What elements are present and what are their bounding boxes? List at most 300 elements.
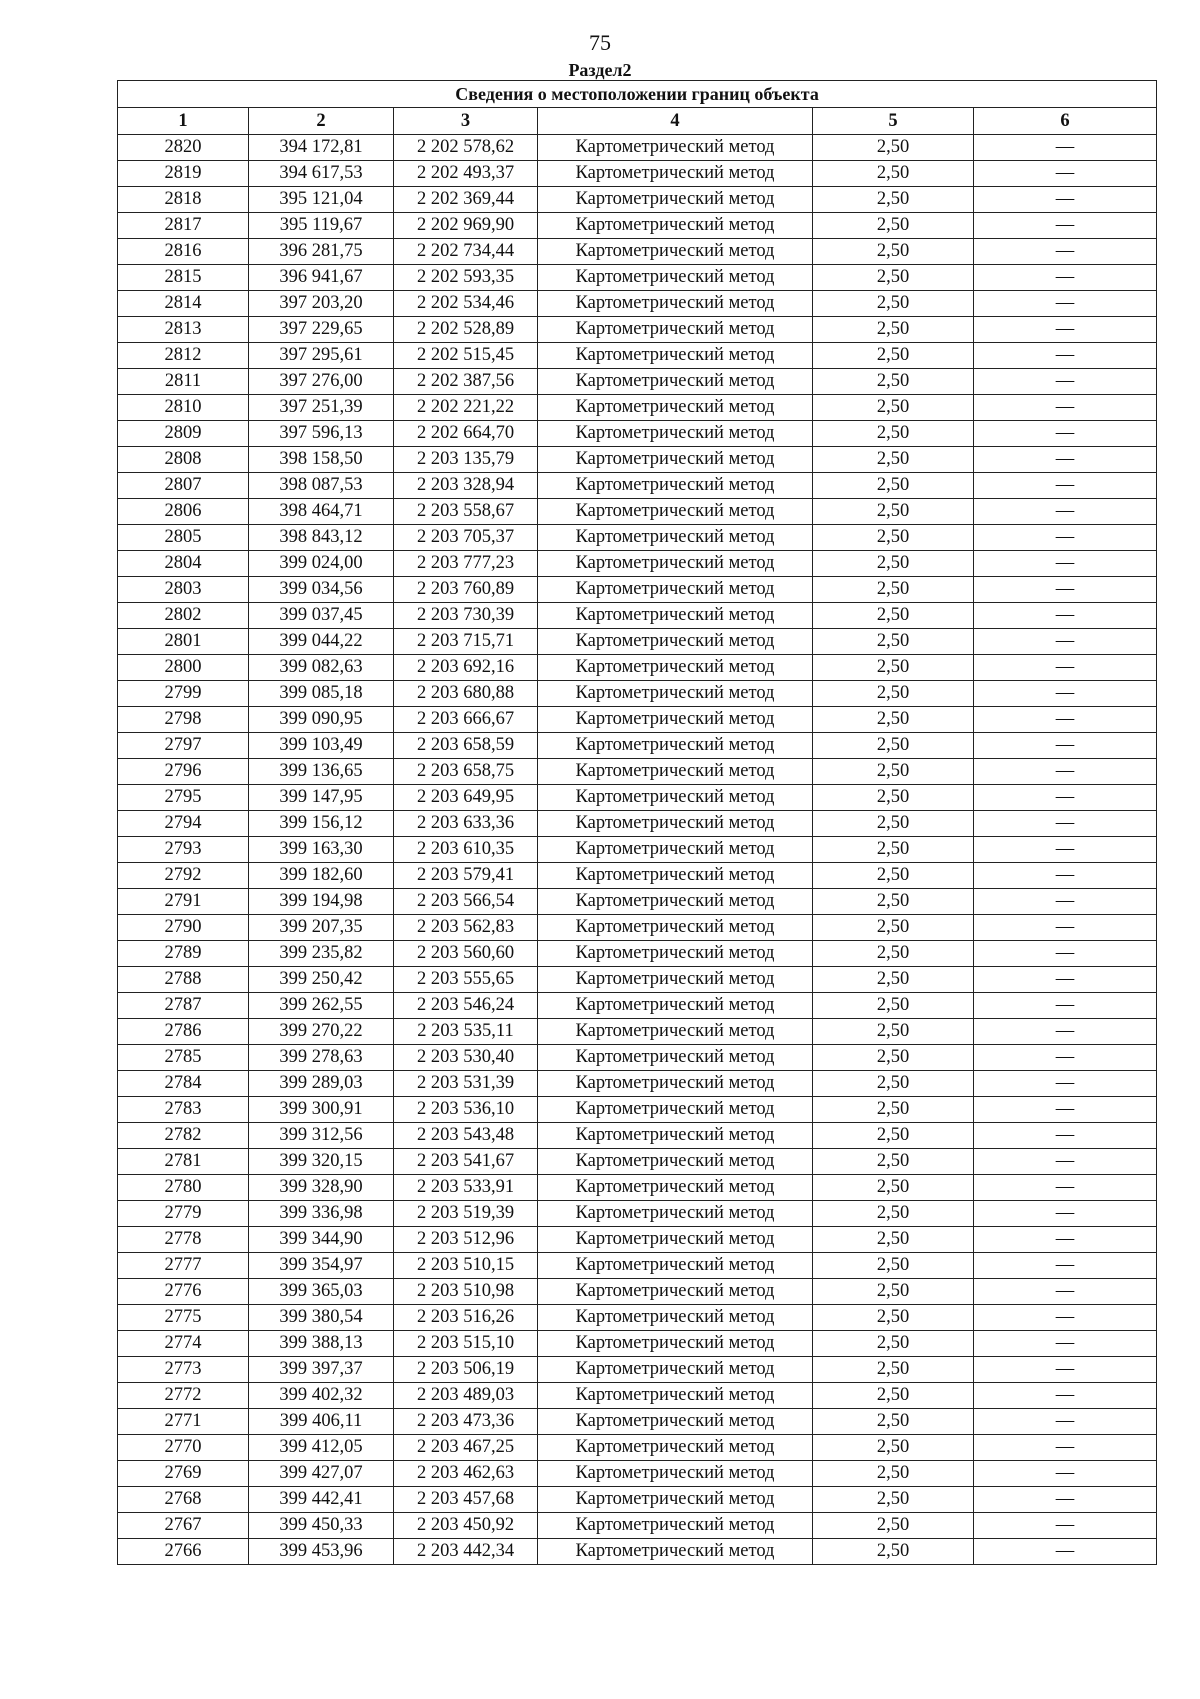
description-cell: —: [974, 291, 1157, 317]
point-number-cell: 2808: [118, 447, 249, 473]
method-cell: Картометрический метод: [538, 941, 813, 967]
table-body: [118, 135, 1157, 1565]
description-cell: —: [974, 1227, 1157, 1253]
point-number-cell: 2812: [118, 343, 249, 369]
description-cell: —: [974, 993, 1157, 1019]
point-number-cell: 2793: [118, 837, 249, 863]
description-cell: —: [974, 447, 1157, 473]
accuracy-cell: 2,50: [813, 629, 974, 655]
method-cell: Картометрический метод: [538, 473, 813, 499]
table-row: [118, 161, 1157, 187]
point-number-cell: 2797: [118, 733, 249, 759]
accuracy-cell: 2,50: [813, 811, 974, 837]
accuracy-cell: 2,50: [813, 343, 974, 369]
y-coordinate-cell: 2 203 562,83: [394, 915, 538, 941]
x-coordinate-cell: 397 251,39: [249, 395, 394, 421]
point-number-cell: 2816: [118, 239, 249, 265]
method-cell: Картометрический метод: [538, 967, 813, 993]
y-coordinate-cell: 2 202 578,62: [394, 135, 538, 161]
y-coordinate-cell: 2 203 536,10: [394, 1097, 538, 1123]
x-coordinate-cell: 399 442,41: [249, 1487, 394, 1513]
accuracy-cell: 2,50: [813, 863, 974, 889]
method-cell: Картометрический метод: [538, 395, 813, 421]
accuracy-cell: 2,50: [813, 187, 974, 213]
y-coordinate-cell: 2 203 467,25: [394, 1435, 538, 1461]
x-coordinate-cell: 399 397,37: [249, 1357, 394, 1383]
point-number-cell: 2790: [118, 915, 249, 941]
y-coordinate-cell: 2 203 649,95: [394, 785, 538, 811]
point-number-cell: 2782: [118, 1123, 249, 1149]
description-cell: —: [974, 473, 1157, 499]
accuracy-cell: 2,50: [813, 1487, 974, 1513]
description-cell: —: [974, 863, 1157, 889]
x-coordinate-cell: 399 156,12: [249, 811, 394, 837]
method-cell: Картометрический метод: [538, 655, 813, 681]
method-cell: Картометрический метод: [538, 1435, 813, 1461]
table-row: [118, 1149, 1157, 1175]
description-cell: —: [974, 499, 1157, 525]
table-row: [118, 1383, 1157, 1409]
description-cell: —: [974, 1513, 1157, 1539]
method-cell: Картометрический метод: [538, 187, 813, 213]
method-cell: Картометрический метод: [538, 811, 813, 837]
accuracy-cell: 2,50: [813, 941, 974, 967]
y-coordinate-cell: 2 203 760,89: [394, 577, 538, 603]
method-cell: Картометрический метод: [538, 707, 813, 733]
x-coordinate-cell: 399 388,13: [249, 1331, 394, 1357]
x-coordinate-cell: 399 406,11: [249, 1409, 394, 1435]
method-cell: Картометрический метод: [538, 733, 813, 759]
description-cell: —: [974, 395, 1157, 421]
accuracy-cell: 2,50: [813, 1435, 974, 1461]
accuracy-cell: 2,50: [813, 1539, 974, 1565]
accuracy-cell: 2,50: [813, 915, 974, 941]
y-coordinate-cell: 2 203 541,67: [394, 1149, 538, 1175]
point-number-cell: 2791: [118, 889, 249, 915]
point-number-cell: 2807: [118, 473, 249, 499]
table-row: [118, 629, 1157, 655]
x-coordinate-cell: 399 450,33: [249, 1513, 394, 1539]
x-coordinate-cell: 396 941,67: [249, 265, 394, 291]
method-cell: Картометрический метод: [538, 577, 813, 603]
y-coordinate-cell: 2 203 546,24: [394, 993, 538, 1019]
method-cell: Картометрический метод: [538, 239, 813, 265]
column-header-5: 5: [813, 108, 974, 135]
table-row: [118, 863, 1157, 889]
point-number-cell: 2767: [118, 1513, 249, 1539]
table-row: [118, 941, 1157, 967]
x-coordinate-cell: 399 402,32: [249, 1383, 394, 1409]
y-coordinate-cell: 2 203 558,67: [394, 499, 538, 525]
x-coordinate-cell: 399 250,42: [249, 967, 394, 993]
method-cell: Картометрический метод: [538, 1461, 813, 1487]
point-number-cell: 2787: [118, 993, 249, 1019]
description-cell: —: [974, 1487, 1157, 1513]
y-coordinate-cell: 2 203 555,65: [394, 967, 538, 993]
method-cell: Картометрический метод: [538, 1305, 813, 1331]
method-cell: Картометрический метод: [538, 291, 813, 317]
description-cell: —: [974, 941, 1157, 967]
accuracy-cell: 2,50: [813, 1227, 974, 1253]
description-cell: —: [974, 577, 1157, 603]
description-cell: —: [974, 811, 1157, 837]
table-row: [118, 187, 1157, 213]
description-cell: —: [974, 967, 1157, 993]
description-cell: —: [974, 1331, 1157, 1357]
x-coordinate-cell: 394 172,81: [249, 135, 394, 161]
table-row: [118, 603, 1157, 629]
y-coordinate-cell: 2 203 730,39: [394, 603, 538, 629]
table-row: [118, 551, 1157, 577]
x-coordinate-cell: 399 024,00: [249, 551, 394, 577]
accuracy-cell: 2,50: [813, 1305, 974, 1331]
accuracy-cell: 2,50: [813, 473, 974, 499]
y-coordinate-cell: 2 203 506,19: [394, 1357, 538, 1383]
accuracy-cell: 2,50: [813, 655, 974, 681]
method-cell: Картометрический метод: [538, 1487, 813, 1513]
x-coordinate-cell: 399 103,49: [249, 733, 394, 759]
y-coordinate-cell: 2 203 510,98: [394, 1279, 538, 1305]
x-coordinate-cell: 398 087,53: [249, 473, 394, 499]
x-coordinate-cell: 399 354,97: [249, 1253, 394, 1279]
description-cell: —: [974, 629, 1157, 655]
point-number-cell: 2771: [118, 1409, 249, 1435]
point-number-cell: 2803: [118, 577, 249, 603]
method-cell: Картометрический метод: [538, 135, 813, 161]
table-row: [118, 681, 1157, 707]
method-cell: Картометрический метод: [538, 629, 813, 655]
x-coordinate-cell: 396 281,75: [249, 239, 394, 265]
table-row: [118, 317, 1157, 343]
table-title-row: [118, 81, 1157, 108]
method-cell: Картометрический метод: [538, 499, 813, 525]
point-number-cell: 2820: [118, 135, 249, 161]
point-number-cell: 2792: [118, 863, 249, 889]
point-number-cell: 2776: [118, 1279, 249, 1305]
method-cell: Картометрический метод: [538, 863, 813, 889]
description-cell: —: [974, 1149, 1157, 1175]
table-row: [118, 1045, 1157, 1071]
method-cell: Картометрический метод: [538, 447, 813, 473]
y-coordinate-cell: 2 203 519,39: [394, 1201, 538, 1227]
x-coordinate-cell: 399 090,95: [249, 707, 394, 733]
table-row: [118, 1019, 1157, 1045]
accuracy-cell: 2,50: [813, 447, 974, 473]
accuracy-cell: 2,50: [813, 1461, 974, 1487]
accuracy-cell: 2,50: [813, 499, 974, 525]
x-coordinate-cell: 395 119,67: [249, 213, 394, 239]
y-coordinate-cell: 2 202 493,37: [394, 161, 538, 187]
accuracy-cell: 2,50: [813, 603, 974, 629]
method-cell: Картометрический метод: [538, 551, 813, 577]
point-number-cell: 2785: [118, 1045, 249, 1071]
x-coordinate-cell: 399 163,30: [249, 837, 394, 863]
point-number-cell: 2813: [118, 317, 249, 343]
x-coordinate-cell: 397 203,20: [249, 291, 394, 317]
description-cell: —: [974, 213, 1157, 239]
y-coordinate-cell: 2 203 516,26: [394, 1305, 538, 1331]
accuracy-cell: 2,50: [813, 239, 974, 265]
description-cell: —: [974, 1539, 1157, 1565]
table-row: [118, 265, 1157, 291]
table-row: [118, 1123, 1157, 1149]
table-row: [118, 1305, 1157, 1331]
method-cell: Картометрический метод: [538, 1357, 813, 1383]
y-coordinate-cell: 2 203 515,10: [394, 1331, 538, 1357]
accuracy-cell: 2,50: [813, 1097, 974, 1123]
point-number-cell: 2805: [118, 525, 249, 551]
y-coordinate-cell: 2 203 579,41: [394, 863, 538, 889]
method-cell: Картометрический метод: [538, 1409, 813, 1435]
y-coordinate-cell: 2 203 457,68: [394, 1487, 538, 1513]
x-coordinate-cell: 399 085,18: [249, 681, 394, 707]
table-row: [118, 993, 1157, 1019]
description-cell: —: [974, 785, 1157, 811]
column-header-6: 6: [974, 108, 1157, 135]
accuracy-cell: 2,50: [813, 317, 974, 343]
table-row: [118, 291, 1157, 317]
table-row: [118, 1279, 1157, 1305]
description-cell: —: [974, 837, 1157, 863]
y-coordinate-cell: 2 203 135,79: [394, 447, 538, 473]
point-number-cell: 2772: [118, 1383, 249, 1409]
table-row: [118, 447, 1157, 473]
accuracy-cell: 2,50: [813, 1071, 974, 1097]
accuracy-cell: 2,50: [813, 577, 974, 603]
y-coordinate-cell: 2 202 387,56: [394, 369, 538, 395]
method-cell: Картометрический метод: [538, 265, 813, 291]
point-number-cell: 2781: [118, 1149, 249, 1175]
point-number-cell: 2800: [118, 655, 249, 681]
method-cell: Картометрический метод: [538, 603, 813, 629]
y-coordinate-cell: 2 203 512,96: [394, 1227, 538, 1253]
accuracy-cell: 2,50: [813, 291, 974, 317]
table-row: [118, 577, 1157, 603]
x-coordinate-cell: 397 276,00: [249, 369, 394, 395]
method-cell: Картометрический метод: [538, 369, 813, 395]
x-coordinate-cell: 399 136,65: [249, 759, 394, 785]
point-number-cell: 2806: [118, 499, 249, 525]
y-coordinate-cell: 2 203 566,54: [394, 889, 538, 915]
table-row: [118, 1487, 1157, 1513]
description-cell: —: [974, 1383, 1157, 1409]
method-cell: Картометрический метод: [538, 1279, 813, 1305]
y-coordinate-cell: 2 202 593,35: [394, 265, 538, 291]
table-row: [118, 785, 1157, 811]
table-row: [118, 343, 1157, 369]
y-coordinate-cell: 2 203 510,15: [394, 1253, 538, 1279]
point-number-cell: 2801: [118, 629, 249, 655]
method-cell: Картометрический метод: [538, 1045, 813, 1071]
y-coordinate-cell: 2 202 528,89: [394, 317, 538, 343]
method-cell: Картометрический метод: [538, 1201, 813, 1227]
accuracy-cell: 2,50: [813, 161, 974, 187]
x-coordinate-cell: 399 336,98: [249, 1201, 394, 1227]
point-number-cell: 2778: [118, 1227, 249, 1253]
column-header-3: 3: [394, 108, 538, 135]
y-coordinate-cell: 2 202 369,44: [394, 187, 538, 213]
table-row: [118, 1175, 1157, 1201]
point-number-cell: 2804: [118, 551, 249, 577]
y-coordinate-cell: 2 203 442,34: [394, 1539, 538, 1565]
y-coordinate-cell: 2 203 777,23: [394, 551, 538, 577]
x-coordinate-cell: 398 464,71: [249, 499, 394, 525]
x-coordinate-cell: 399 300,91: [249, 1097, 394, 1123]
method-cell: Картометрический метод: [538, 1097, 813, 1123]
column-header-4: 4: [538, 108, 813, 135]
description-cell: —: [974, 655, 1157, 681]
y-coordinate-cell: 2 203 658,59: [394, 733, 538, 759]
description-cell: —: [974, 681, 1157, 707]
description-cell: —: [974, 1435, 1157, 1461]
x-coordinate-cell: 399 312,56: [249, 1123, 394, 1149]
accuracy-cell: 2,50: [813, 1201, 974, 1227]
table-row: [118, 1253, 1157, 1279]
y-coordinate-cell: 2 203 473,36: [394, 1409, 538, 1435]
description-cell: —: [974, 1279, 1157, 1305]
accuracy-cell: 2,50: [813, 837, 974, 863]
x-coordinate-cell: 399 262,55: [249, 993, 394, 1019]
table-row: [118, 1539, 1157, 1565]
table-row: [118, 135, 1157, 161]
accuracy-cell: 2,50: [813, 1409, 974, 1435]
point-number-cell: 2786: [118, 1019, 249, 1045]
x-coordinate-cell: 397 295,61: [249, 343, 394, 369]
table-row: [118, 733, 1157, 759]
table-row: [118, 213, 1157, 239]
x-coordinate-cell: 399 427,07: [249, 1461, 394, 1487]
method-cell: Картометрический метод: [538, 1019, 813, 1045]
accuracy-cell: 2,50: [813, 681, 974, 707]
method-cell: Картометрический метод: [538, 1071, 813, 1097]
table-row: [118, 473, 1157, 499]
y-coordinate-cell: 2 203 543,48: [394, 1123, 538, 1149]
accuracy-cell: 2,50: [813, 707, 974, 733]
table-row: [118, 239, 1157, 265]
point-number-cell: 2773: [118, 1357, 249, 1383]
y-coordinate-cell: 2 202 734,44: [394, 239, 538, 265]
method-cell: Картометрический метод: [538, 421, 813, 447]
table-row: [118, 395, 1157, 421]
table-row: [118, 369, 1157, 395]
x-coordinate-cell: 399 235,82: [249, 941, 394, 967]
x-coordinate-cell: 399 278,63: [249, 1045, 394, 1071]
point-number-cell: 2811: [118, 369, 249, 395]
accuracy-cell: 2,50: [813, 1123, 974, 1149]
table-row: [118, 655, 1157, 681]
description-cell: —: [974, 1461, 1157, 1487]
accuracy-cell: 2,50: [813, 1175, 974, 1201]
method-cell: Картометрический метод: [538, 759, 813, 785]
y-coordinate-cell: 2 203 328,94: [394, 473, 538, 499]
method-cell: Картометрический метод: [538, 1227, 813, 1253]
point-number-cell: 2814: [118, 291, 249, 317]
description-cell: —: [974, 525, 1157, 551]
point-number-cell: 2777: [118, 1253, 249, 1279]
x-coordinate-cell: 397 229,65: [249, 317, 394, 343]
point-number-cell: 2770: [118, 1435, 249, 1461]
point-number-cell: 2815: [118, 265, 249, 291]
x-coordinate-cell: 399 289,03: [249, 1071, 394, 1097]
method-cell: Картометрический метод: [538, 343, 813, 369]
method-cell: Картометрический метод: [538, 317, 813, 343]
method-cell: Картометрический метод: [538, 889, 813, 915]
x-coordinate-cell: 397 596,13: [249, 421, 394, 447]
description-cell: —: [974, 1305, 1157, 1331]
method-cell: Картометрический метод: [538, 1383, 813, 1409]
table-row: [118, 1357, 1157, 1383]
point-number-cell: 2774: [118, 1331, 249, 1357]
y-coordinate-cell: 2 203 715,71: [394, 629, 538, 655]
accuracy-cell: 2,50: [813, 525, 974, 551]
method-cell: Картометрический метод: [538, 525, 813, 551]
y-coordinate-cell: 2 203 633,36: [394, 811, 538, 837]
x-coordinate-cell: 399 270,22: [249, 1019, 394, 1045]
accuracy-cell: 2,50: [813, 369, 974, 395]
x-coordinate-cell: 399 412,05: [249, 1435, 394, 1461]
method-cell: Картометрический метод: [538, 785, 813, 811]
x-coordinate-cell: 399 207,35: [249, 915, 394, 941]
accuracy-cell: 2,50: [813, 1513, 974, 1539]
description-cell: —: [974, 369, 1157, 395]
table-row: [118, 421, 1157, 447]
table-row: [118, 1513, 1157, 1539]
y-coordinate-cell: 2 202 969,90: [394, 213, 538, 239]
table-row: [118, 759, 1157, 785]
accuracy-cell: 2,50: [813, 1357, 974, 1383]
description-cell: —: [974, 707, 1157, 733]
y-coordinate-cell: 2 203 705,37: [394, 525, 538, 551]
description-cell: —: [974, 317, 1157, 343]
x-coordinate-cell: 399 194,98: [249, 889, 394, 915]
point-number-cell: 2798: [118, 707, 249, 733]
accuracy-cell: 2,50: [813, 1019, 974, 1045]
accuracy-cell: 2,50: [813, 213, 974, 239]
x-coordinate-cell: 398 158,50: [249, 447, 394, 473]
x-coordinate-cell: 399 328,90: [249, 1175, 394, 1201]
point-number-cell: 2788: [118, 967, 249, 993]
x-coordinate-cell: 399 182,60: [249, 863, 394, 889]
table-row: [118, 1331, 1157, 1357]
accuracy-cell: 2,50: [813, 265, 974, 291]
y-coordinate-cell: 2 203 489,03: [394, 1383, 538, 1409]
y-coordinate-cell: 2 202 515,45: [394, 343, 538, 369]
y-coordinate-cell: 2 203 450,92: [394, 1513, 538, 1539]
section-label: Раздел2: [568, 60, 632, 80]
x-coordinate-cell: 399 380,54: [249, 1305, 394, 1331]
point-number-cell: 2795: [118, 785, 249, 811]
point-number-cell: 2769: [118, 1461, 249, 1487]
point-number-cell: 2794: [118, 811, 249, 837]
description-cell: —: [974, 187, 1157, 213]
method-cell: Картометрический метод: [538, 681, 813, 707]
x-coordinate-cell: 399 034,56: [249, 577, 394, 603]
accuracy-cell: 2,50: [813, 1045, 974, 1071]
y-coordinate-cell: 2 202 221,22: [394, 395, 538, 421]
point-number-cell: 2783: [118, 1097, 249, 1123]
accuracy-cell: 2,50: [813, 1253, 974, 1279]
table-row: [118, 889, 1157, 915]
description-cell: —: [974, 551, 1157, 577]
accuracy-cell: 2,50: [813, 889, 974, 915]
point-number-cell: 2766: [118, 1539, 249, 1565]
accuracy-cell: 2,50: [813, 1383, 974, 1409]
y-coordinate-cell: 2 203 610,35: [394, 837, 538, 863]
y-coordinate-cell: 2 203 666,67: [394, 707, 538, 733]
point-number-cell: 2780: [118, 1175, 249, 1201]
description-cell: —: [974, 603, 1157, 629]
table-row: [118, 811, 1157, 837]
